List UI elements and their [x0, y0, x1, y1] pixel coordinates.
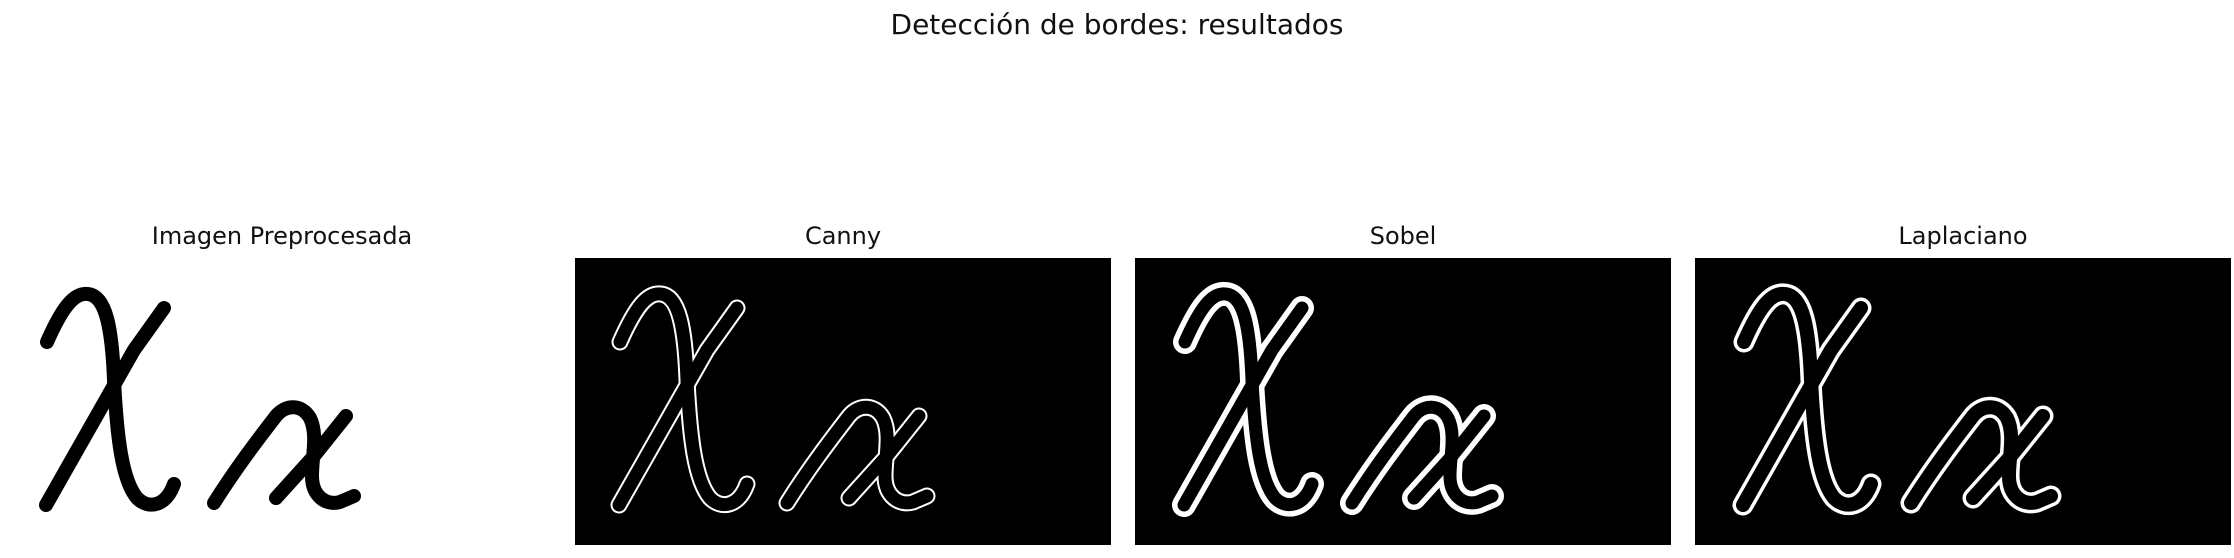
figure-title: Detección de bordes: resultados: [890, 8, 1344, 41]
preprocessed-image: [14, 258, 550, 545]
laplacian-edges-image: [1695, 258, 2231, 545]
panel-laplacian-edges: [1695, 258, 2231, 545]
panel-canny-edges: [575, 258, 1111, 545]
panel-title-preprocessed: Imagen Preprocesada: [151, 222, 413, 250]
panel-sobel-edges: [1135, 258, 1671, 545]
handwriting-x-filled: [46, 294, 354, 505]
panel-preprocessed-image: [14, 258, 550, 545]
panel-title-canny: Canny: [804, 222, 882, 250]
panel-title-sobel: Sobel: [1369, 222, 1437, 250]
sobel-edges-image: [1135, 258, 1671, 545]
canny-edges-image: [575, 258, 1111, 545]
panel-title-laplacian: Laplaciano: [1898, 222, 2028, 250]
